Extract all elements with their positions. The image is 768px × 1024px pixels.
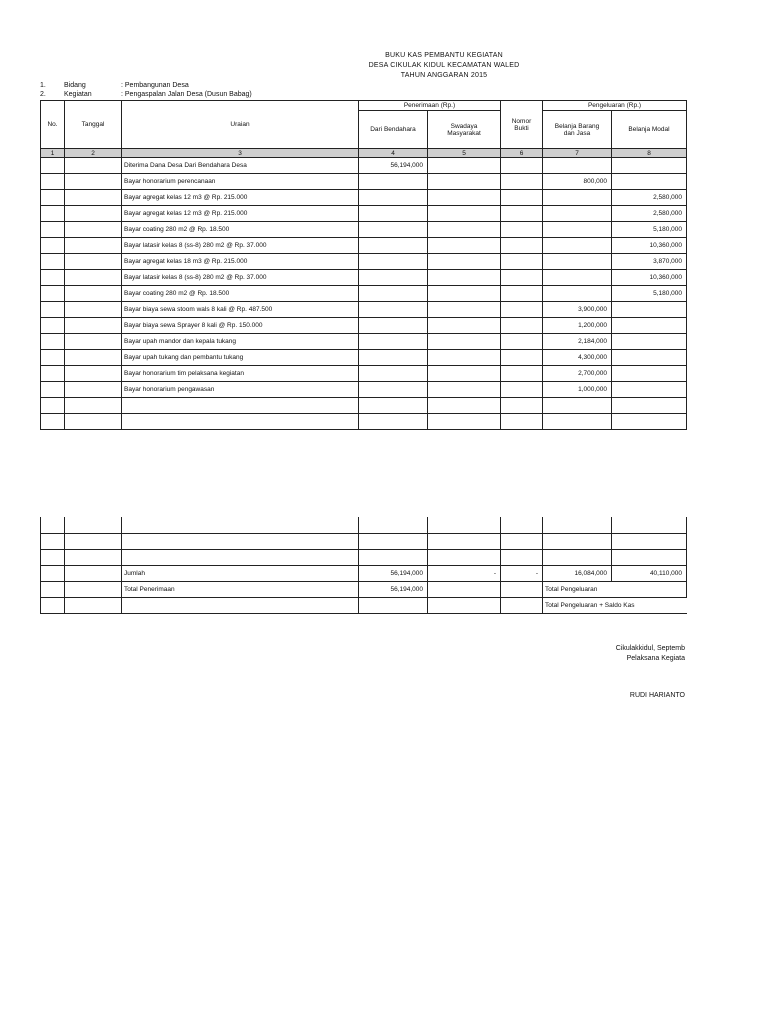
table-cell [65,270,122,286]
table-row [41,550,687,566]
table-cell [501,190,543,206]
table-cell [501,302,543,318]
col-pengeluaran-header: Pengeluaran (Rp.) [543,101,687,111]
row-barang: 2,184,000 [543,334,612,350]
table-row [41,517,687,534]
row-uraian: Bayar biaya sewa Sprayer 8 kali @ Rp. 150.000 [122,318,359,334]
row-barang [543,414,612,430]
swadaya-line2: Masyarakat [447,129,481,137]
table-cell [501,270,543,286]
row-uraian: Bayar agregat kelas 18 m3 @ Rp. 215.000 [122,254,359,270]
col-penerimaan-header: Penerimaan (Rp.) [359,101,501,111]
table-row [41,334,687,350]
row-dari [359,270,428,286]
col-nomor-header [501,101,543,149]
table-cell [428,174,501,190]
row-modal [612,334,687,350]
row-uraian: Bayar honorarium perencanaan [122,174,359,190]
row-modal [612,318,687,334]
row-uraian: Bayar biaya sewa stoom wals 8 kali @ Rp. 487.500 [122,302,359,318]
col-number: 3 [122,149,359,158]
row-barang: 4,300,000 [543,350,612,366]
row-modal [612,366,687,382]
row-uraian: Bayar honorarium pengawasan [122,382,359,398]
row-uraian: Bayar latasir kelas 8 (ss-8) 280 m2 @ Rp. 37.000 [122,270,359,286]
row-barang [543,286,612,302]
row-uraian: Bayar upah tukang dan pembantu tukang [122,350,359,366]
table-cell [501,366,543,382]
table-cell [65,318,122,334]
table-row [41,206,687,222]
row-dari [359,350,428,366]
table-cell [428,238,501,254]
table-cell [41,254,65,270]
table-cell [501,222,543,238]
total-saldo-label: Total Pengeluaran + Saldo Kas [543,598,687,614]
table-cell [65,414,122,430]
row-barang: 1,200,000 [543,318,612,334]
doc-title-line3: TAHUN ANGGARAN 2015 [400,72,488,79]
table-cell [501,206,543,222]
row-dari [359,398,428,414]
table-cell [501,350,543,366]
jumlah-label: Jumlah [122,566,359,582]
row-modal: 10,360,000 [612,270,687,286]
total-penerimaan-row [41,582,687,598]
table-row [41,254,687,270]
table-row [41,302,687,318]
col-barang-header [543,111,612,149]
table-cell [41,318,65,334]
col-no-header: No. [41,101,65,149]
nomor-line1: Nomor [511,117,532,125]
signature-name: RUDI HARIANTO [629,692,685,699]
row-dari [359,174,428,190]
table-cell [65,334,122,350]
table-cell [41,302,65,318]
table-cell [428,270,501,286]
table-cell [65,350,122,366]
table-row [41,270,687,286]
row-modal [612,158,687,174]
doc-title-line2: DESA CIKULAK KIDUL KECAMATAN WALED [368,62,520,69]
col-dari-header: Dari Bendahara [359,111,428,149]
table-cell [428,398,501,414]
row-barang [543,254,612,270]
row-dari [359,190,428,206]
table-cell [501,158,543,174]
table-cell [65,238,122,254]
row-barang: 800,000 [543,174,612,190]
table-cell [428,190,501,206]
table-cell [428,206,501,222]
table-cell [41,174,65,190]
table-row [41,382,687,398]
table-cell [41,398,65,414]
row-dari [359,286,428,302]
total-penerimaan-value: 56,194,000 [359,582,428,598]
row-dari [359,414,428,430]
table-cell [65,302,122,318]
row-modal: 2,580,000 [612,190,687,206]
table-cell [428,366,501,382]
row-uraian [122,398,359,414]
table-cell [428,334,501,350]
table-row [41,238,687,254]
table-cell [41,238,65,254]
table-row [41,534,687,550]
meta-row2-num: 2. [40,91,46,98]
table-cell [65,398,122,414]
row-dari: 56,194,000 [359,158,428,174]
table-cell [41,158,65,174]
row-barang [543,222,612,238]
row-barang: 3,900,000 [543,302,612,318]
row-modal: 3,870,000 [612,254,687,270]
table-cell [428,350,501,366]
ledger-table-bottom [40,517,687,614]
row-uraian: Bayar agregat kelas 12 m3 @ Rp. 215.000 [122,206,359,222]
table-row [41,350,687,366]
row-modal [612,302,687,318]
row-uraian: Bayar latasir kelas 8 (ss-8) 280 m2 @ Rp. 37.000 [122,238,359,254]
table-cell [65,382,122,398]
meta-row2-label: Kegiatan [64,91,92,98]
table-row [41,318,687,334]
col-number: 1 [41,149,65,158]
meta-row2-value: : Pengaspalan Jalan Desa (Dusun Babag) [121,91,252,98]
table-cell [41,206,65,222]
row-barang [543,158,612,174]
total-saldo-row [41,598,687,614]
row-dari [359,366,428,382]
signature-place-date: Cikulakkidul, Septemb [615,645,685,652]
swadaya-line1: Swadaya [450,122,478,130]
table-row [41,222,687,238]
col-number: 6 [501,149,543,158]
table-row [41,174,687,190]
col-number: 5 [428,149,501,158]
row-barang [543,398,612,414]
row-uraian: Bayar coating 280 m2 @ Rp. 18.500 [122,286,359,302]
row-modal [612,174,687,190]
doc-title-line1: BUKU KAS PEMBANTU KEGIATAN [385,52,503,59]
row-barang [543,238,612,254]
table-cell [501,334,543,350]
row-dari [359,238,428,254]
row-dari [359,382,428,398]
meta-row1-num: 1. [40,82,46,89]
jumlah-row [41,566,687,582]
row-uraian: Diterima Dana Desa Dari Bendahara Desa [122,158,359,174]
signature-role: Pelaksana Kegiata [626,655,685,662]
table-cell [501,238,543,254]
row-barang: 2,700,000 [543,366,612,382]
row-uraian [122,414,359,430]
table-cell [65,286,122,302]
column-number-row [41,149,687,158]
total-penerimaan-label: Total Penerimaan [122,582,359,598]
table-cell [65,206,122,222]
barang-line2: dan Jasa [563,129,591,137]
row-uraian: Bayar agregat kelas 12 m3 @ Rp. 215.000 [122,190,359,206]
table-cell [41,270,65,286]
row-dari [359,254,428,270]
table-cell [501,382,543,398]
table-row [41,398,687,414]
row-modal: 5,180,000 [612,286,687,302]
row-barang [543,206,612,222]
table-cell [428,254,501,270]
row-dari [359,318,428,334]
ledger-table-top [40,100,687,430]
jumlah-swadaya: - [428,566,501,582]
jumlah-dari: 56,194,000 [359,566,428,582]
row-barang [543,270,612,286]
col-number: 2 [65,149,122,158]
table-row [41,366,687,382]
table-cell [501,318,543,334]
barang-line1: Belanja Barang [554,122,600,130]
table-cell [501,286,543,302]
table-row [41,286,687,302]
col-number: 7 [543,149,612,158]
col-swadaya-header [428,111,501,149]
col-tanggal-header: Tanggal [65,101,122,149]
table-cell [41,366,65,382]
table-cell [65,158,122,174]
table-cell [41,334,65,350]
table-cell [428,318,501,334]
row-modal [612,398,687,414]
row-modal [612,414,687,430]
row-modal: 5,180,000 [612,222,687,238]
table-cell [65,222,122,238]
table-cell [428,382,501,398]
meta-row1-value: : Pembangunan Desa [121,82,189,89]
table-cell [428,302,501,318]
table-cell [428,158,501,174]
row-uraian: Bayar upah mandor dan kepala tukang [122,334,359,350]
table-row [41,190,687,206]
table-cell [41,382,65,398]
row-dari [359,206,428,222]
row-modal: 2,580,000 [612,206,687,222]
row-barang [543,190,612,206]
table-cell [41,414,65,430]
table-cell [501,414,543,430]
total-pengeluaran-label: Total Pengeluaran [543,582,687,598]
col-number: 8 [612,149,687,158]
table-cell [501,174,543,190]
row-dari [359,302,428,318]
row-uraian: Bayar honorarium tim pelaksana kegiatan [122,366,359,382]
table-cell [41,286,65,302]
table-cell [428,414,501,430]
table-cell [41,222,65,238]
col-uraian-header: Uraian [122,101,359,149]
row-dari [359,334,428,350]
row-modal [612,350,687,366]
meta-row1-label: Bidang [64,82,86,89]
table-row [41,158,687,174]
row-dari [359,222,428,238]
table-cell [501,254,543,270]
table-cell [41,350,65,366]
jumlah-barang: 16,084,000 [543,566,612,582]
col-modal-header: Belanja Modal [612,111,687,149]
nomor-line2: Bukti [514,124,529,132]
jumlah-nomor: - [501,566,543,582]
table-cell [65,174,122,190]
col-number: 4 [359,149,428,158]
table-cell [428,222,501,238]
table-cell [65,254,122,270]
table-cell [41,190,65,206]
table-row [41,414,687,430]
row-modal: 10,360,000 [612,238,687,254]
row-barang: 1,000,000 [543,382,612,398]
table-cell [65,190,122,206]
table-cell [428,286,501,302]
row-modal [612,382,687,398]
table-cell [501,398,543,414]
table-cell [65,366,122,382]
row-uraian: Bayar coating 280 m2 @ Rp. 18.500 [122,222,359,238]
jumlah-modal: 40,110,000 [612,566,687,582]
